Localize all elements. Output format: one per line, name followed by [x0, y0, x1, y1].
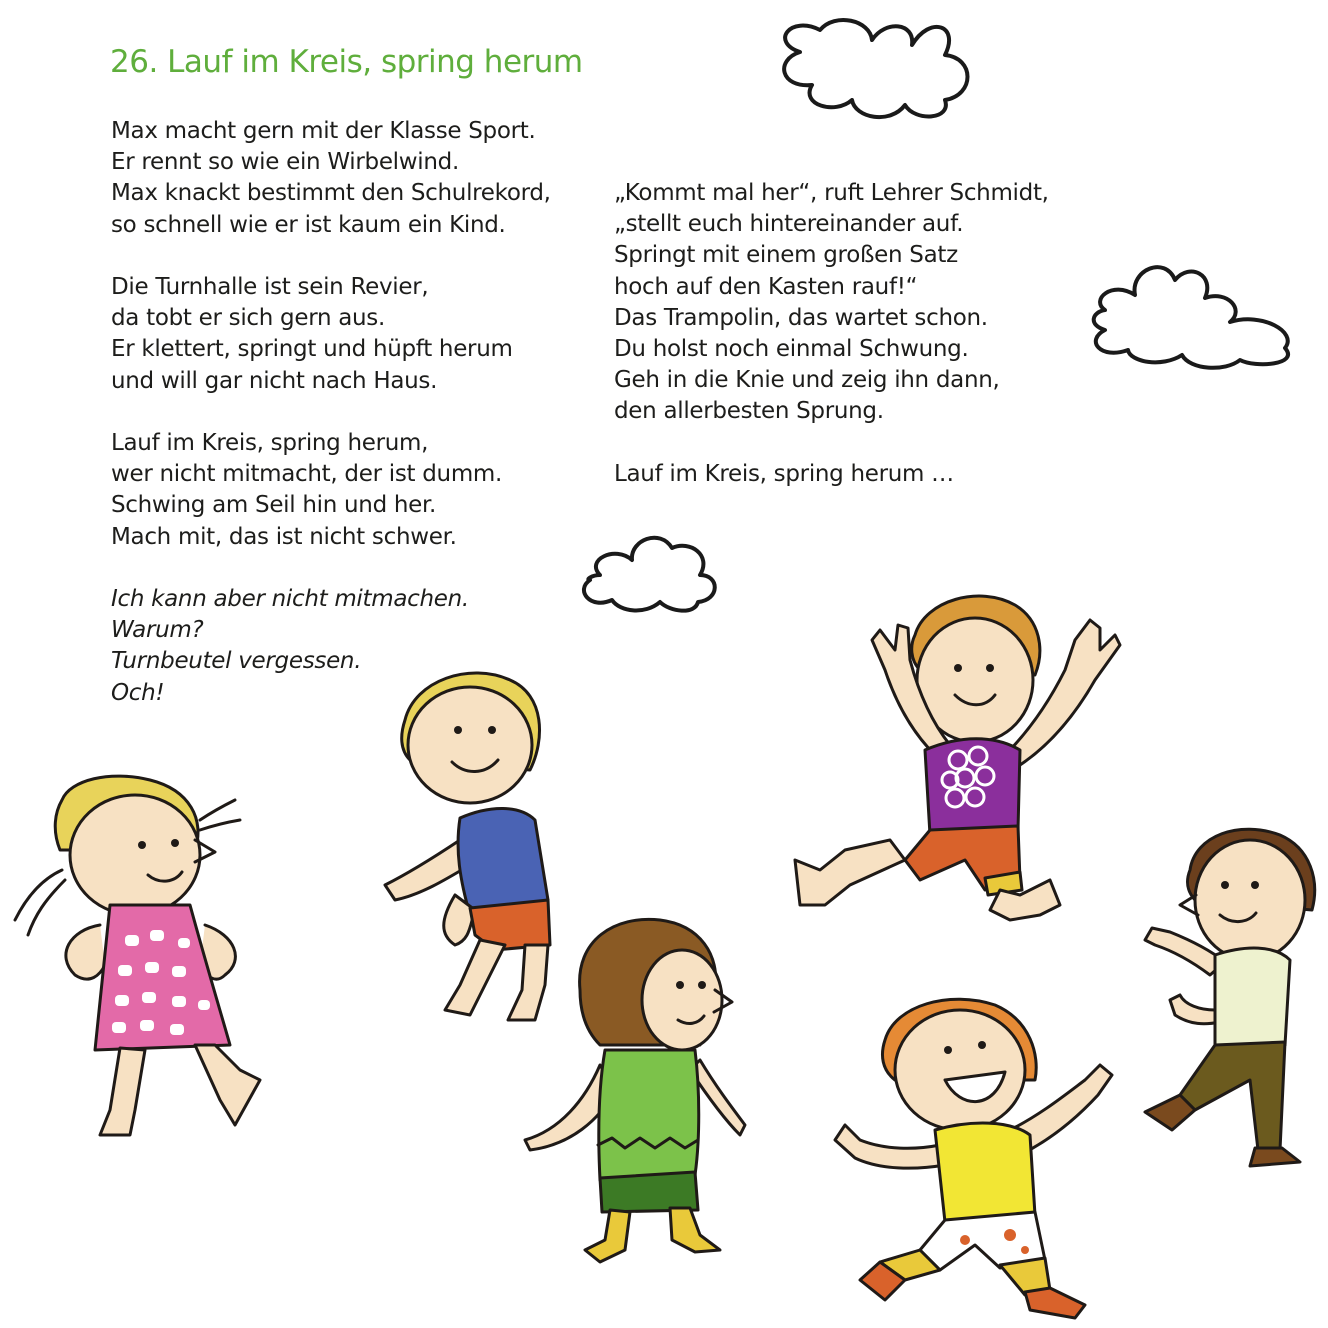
lyrics-column-left [111, 116, 581, 740]
child-boy-running-icon [835, 999, 1112, 1318]
child-boy-jumping-icon [795, 596, 1120, 920]
child-girl-pigtails-icon [15, 776, 260, 1135]
child-boy-walking-icon [1145, 829, 1315, 1166]
lyric-line: Er klettert, springt und hüpft herum [111, 336, 513, 363]
spoken-line: Turnbeutel vergessen. [111, 648, 362, 675]
cloud-icon [1094, 267, 1288, 368]
lyric-line: Lauf im Kreis, spring herum, [111, 430, 429, 456]
lyric-line: Max knackt bestimmt den Schulrekord, [111, 180, 551, 207]
stanza-1 [111, 116, 581, 241]
lyric-line: Lauf im Kreis, spring herum … [614, 460, 954, 487]
lyric-line: da tobt er sich gern aus. [111, 305, 386, 332]
chorus-repeat [614, 459, 1084, 490]
chorus [111, 428, 581, 553]
cloud-icon [584, 538, 715, 611]
lyric-line: Max macht gern mit der Klasse Sport. [111, 118, 536, 144]
stanza-3 [614, 178, 1084, 428]
spoken-line: Ich kann aber nicht mitmachen. [111, 586, 469, 612]
lyric-line: den allerbesten Sprung. [614, 398, 884, 425]
song-title: 26. Lauf im Kreis, spring herum [110, 44, 583, 80]
lyric-line: Er rennt so wie ein Wirbelwind. [111, 149, 459, 176]
cloud-icon [784, 20, 967, 117]
lyric-line: und will gar nicht nach Haus. [111, 367, 438, 394]
lyric-line: Die Turnhalle ist sein Revier, [111, 274, 429, 300]
lyric-line: Geh in die Knie und zeig ihn dann, [614, 367, 1000, 394]
child-girl-brown-hair-icon [525, 919, 745, 1262]
spoken-dialogue [111, 584, 581, 709]
spoken-line: Och! [111, 679, 165, 706]
lyric-line: Schwing am Seil hin und her. [111, 492, 437, 519]
lyric-line: Das Trampolin, das wartet schon. [614, 304, 988, 331]
stanza-2 [111, 272, 581, 397]
lyrics-column-right [614, 178, 1084, 521]
lyric-line: Du holst noch einmal Schwung. [614, 336, 969, 363]
lyric-line: Mach mit, das ist nicht schwer. [111, 523, 457, 550]
lyric-line: wer nicht mitmacht, der ist dumm. [111, 461, 503, 488]
lyric-line: so schnell wie er ist kaum ein Kind. [111, 211, 506, 238]
spoken-line: Warum? [111, 617, 204, 644]
lyric-line: hoch auf den Kasten rauf!“ [614, 273, 918, 300]
lyric-line: „stellt euch hintereinander auf. [614, 211, 964, 238]
lyric-line: „Kommt mal her“, ruft Lehrer Schmidt, [614, 180, 1049, 206]
lyric-line: Springt mit einem großen Satz [614, 242, 958, 269]
